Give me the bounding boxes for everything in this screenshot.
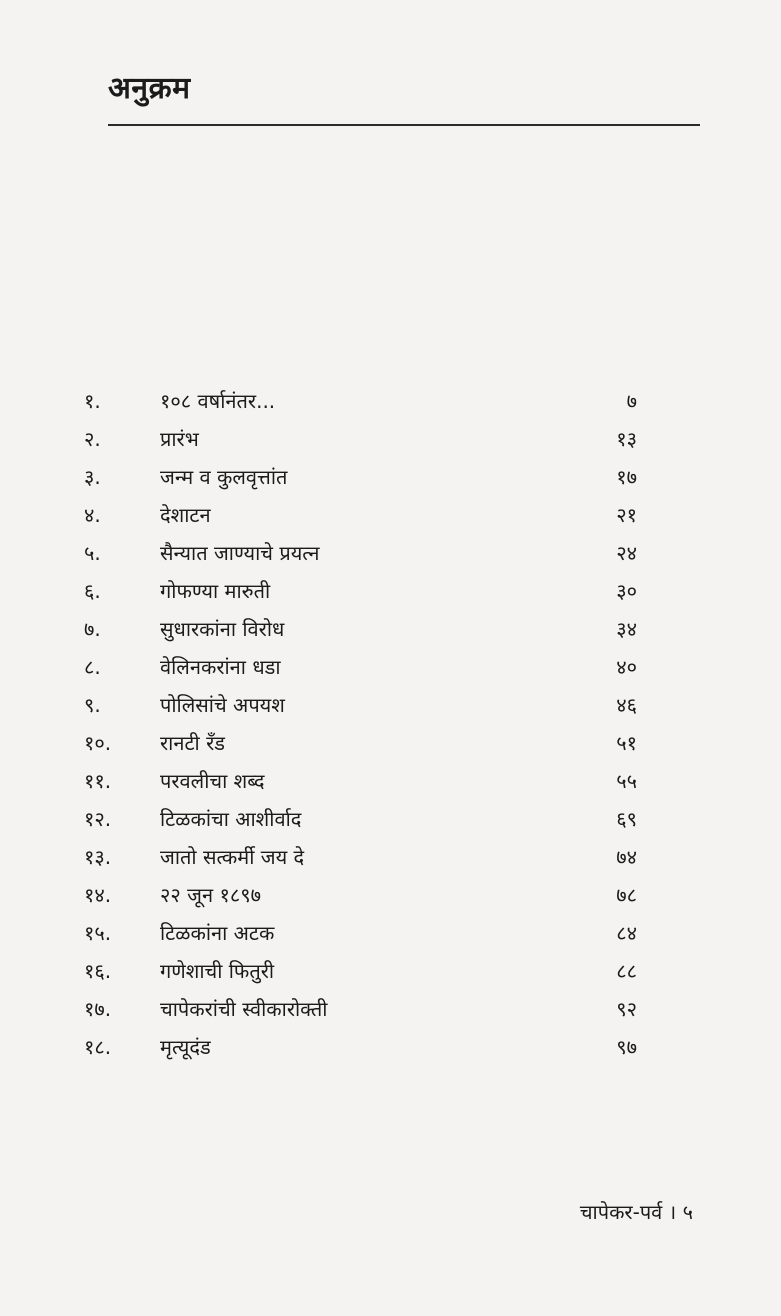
toc-entry-number: ३.	[84, 465, 101, 489]
toc-entry	[0, 1028, 781, 1066]
toc-entry	[0, 382, 781, 420]
heading-rule	[108, 124, 700, 126]
toc-entry	[0, 762, 781, 800]
toc-entry-number: ५.	[84, 541, 101, 565]
toc-entry	[0, 838, 781, 876]
toc-entry-page: ७४	[616, 845, 637, 869]
toc-entry	[0, 648, 781, 686]
toc-entry	[0, 534, 781, 572]
toc-entry-page: ७	[626, 389, 637, 413]
toc-entry-title: देशाटन	[160, 503, 211, 527]
toc-entry-number: १५.	[84, 921, 112, 945]
toc-entry	[0, 686, 781, 724]
toc-entry-page: ५५	[616, 769, 637, 793]
toc-entry	[0, 876, 781, 914]
toc-entry-title: जन्म व कुलवृत्तांत	[160, 465, 288, 489]
toc-entry-page: ८८	[616, 959, 637, 983]
toc-entry-title: २२ जून १८९७	[160, 883, 262, 907]
toc-entry-page: १७	[616, 465, 637, 489]
toc-entry-title: रानटी रँड	[160, 731, 225, 755]
toc-entry-page: ९२	[616, 997, 637, 1021]
toc-entry-number: १६.	[84, 959, 112, 983]
toc-entry	[0, 800, 781, 838]
toc-entry-number: ७.	[84, 617, 101, 641]
toc-entry-title: परवलीचा शब्द	[160, 769, 265, 793]
toc-entry-title: चापेकरांची स्वीकारोक्ती	[160, 997, 328, 1021]
toc-entry-page: ४०	[616, 655, 637, 679]
toc-entry	[0, 990, 781, 1028]
toc-entry-number: १०.	[84, 731, 112, 755]
toc-entry-number: १३.	[84, 845, 112, 869]
toc-entry-number: १.	[84, 389, 101, 413]
toc-entry	[0, 914, 781, 952]
toc-entry-number: ९.	[84, 693, 101, 717]
toc-entry	[0, 496, 781, 534]
toc-entry-title: गोफण्या मारुती	[160, 579, 271, 603]
toc-entry	[0, 572, 781, 610]
toc-entry-page: ८४	[616, 921, 637, 945]
toc-entry-number: १४.	[84, 883, 112, 907]
toc-entry-number: ११.	[84, 769, 112, 793]
toc-entry-title: टिळकांना अटक	[160, 921, 275, 945]
page-footer: चापेकर-पर्व । ५	[579, 1200, 693, 1224]
toc-entry-number: १७.	[84, 997, 112, 1021]
toc-entry-page: ४६	[616, 693, 637, 717]
toc-entry-page: ९७	[616, 1035, 637, 1059]
toc-entry-page: २१	[616, 503, 637, 527]
toc-entry-title: गणेशाची फितुरी	[160, 959, 275, 983]
toc-entry-title: सुधारकांना विरोध	[160, 617, 285, 641]
toc-entry-number: ६.	[84, 579, 101, 603]
toc-entry	[0, 420, 781, 458]
toc-entry-title: सैन्यात जाण्याचे प्रयत्न	[160, 541, 320, 565]
toc-entry-title: पोलिसांचे अपयश	[160, 693, 285, 717]
toc-entry-page: ६९	[616, 807, 637, 831]
toc-entry-number: १२.	[84, 807, 112, 831]
toc-entry	[0, 952, 781, 990]
toc-entry-number: ८.	[84, 655, 101, 679]
toc-entry-number: ४.	[84, 503, 101, 527]
toc-entry	[0, 724, 781, 762]
toc-entry	[0, 458, 781, 496]
page-heading: अनुक्रम	[108, 71, 191, 106]
toc-entry-number: २.	[84, 427, 101, 451]
toc-entry	[0, 610, 781, 648]
toc-entry-title: प्रारंभ	[160, 427, 199, 451]
toc-entry-title: वेलिनकरांना धडा	[160, 655, 281, 679]
toc-entry-page: ७८	[616, 883, 637, 907]
toc-entry-title: मृत्यूदंड	[160, 1035, 211, 1059]
toc-entry-page: १३	[616, 427, 637, 451]
toc-entry-number: १८.	[84, 1035, 112, 1059]
toc-entry-page: ३४	[616, 617, 637, 641]
toc-entry-page: ५१	[616, 731, 637, 755]
toc-entry-page: २४	[616, 541, 637, 565]
toc-entry-title: जातो सत्कर्मी जय दे	[160, 845, 305, 869]
toc-entry-title: टिळकांचा आशीर्वाद	[160, 807, 302, 831]
toc-entry-title: १०८ वर्षानंतर...	[160, 389, 276, 413]
toc-entry-page: ३०	[616, 579, 637, 603]
